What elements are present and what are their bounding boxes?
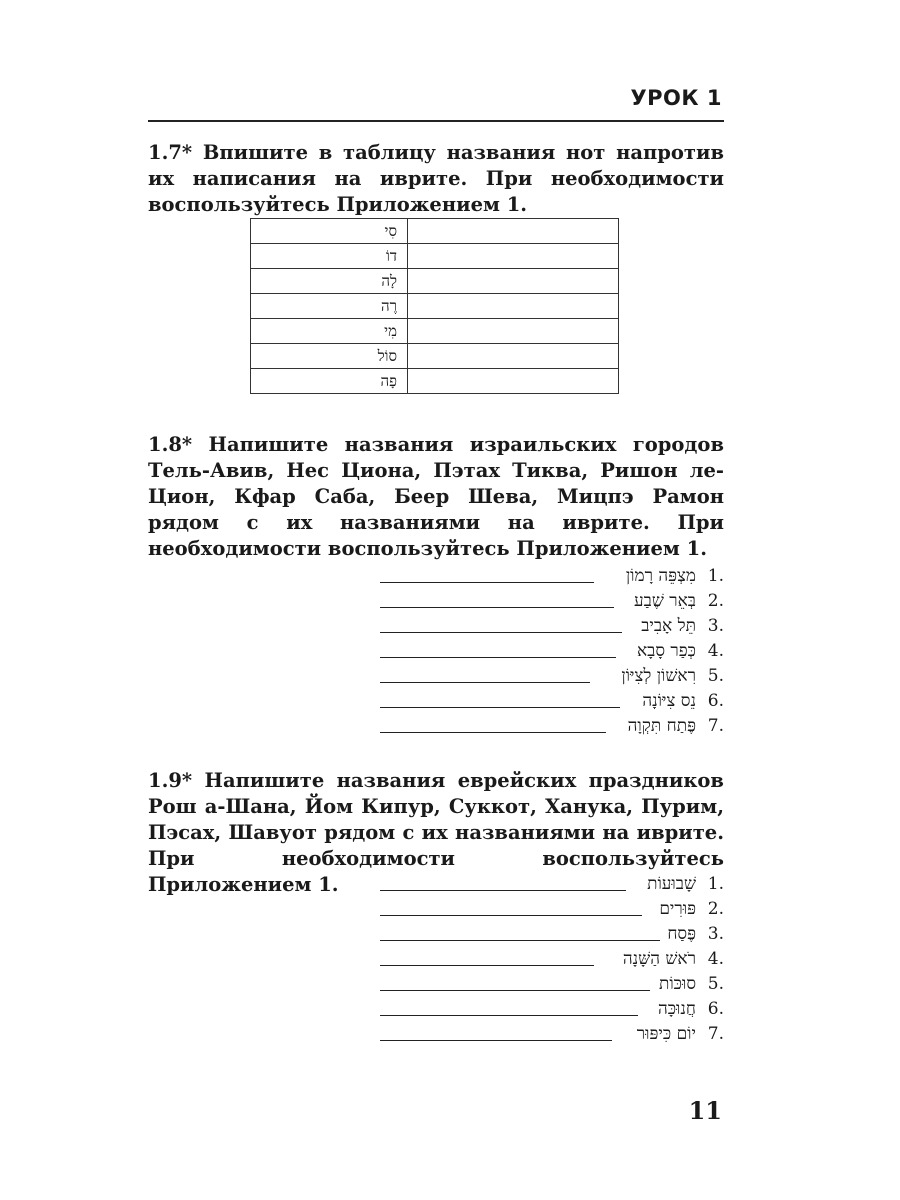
lesson-header: УРОК 1 (630, 86, 722, 110)
header-divider (148, 120, 724, 122)
note-row (251, 219, 619, 244)
note-hebrew: לָה (251, 269, 408, 294)
answer-blank-line[interactable] (380, 940, 660, 941)
note-answer-cell[interactable] (408, 294, 619, 319)
item-number: 1. (707, 566, 724, 586)
answer-blank-line[interactable] (380, 915, 642, 916)
hebrew-name: חֲנוּכָּה (657, 999, 696, 1019)
note-row (251, 319, 619, 344)
task-text: Напишите названия израильских городов Тель-Авив, Нес Циона, Пэтах Тиква, Ришон ле-Цион, Кфар Саба, Беер Шева, Мицпэ Рамон рядом с их названиями на иврите. При необходимости воспользуйтесь Приложением 1. (148, 433, 724, 560)
note-hebrew: מִי (251, 319, 408, 344)
note-row (251, 294, 619, 319)
cities-answer-list (380, 563, 726, 738)
answer-blank-line[interactable] (380, 682, 590, 683)
task-text: Напишите названия еврейских праздников Рош а-Шана, Йом Кипур, Суккот, Ханука, Пурим, Пэсах, Шавуот рядом с их названиями на иврите. При необходимости воспользуйтесь Приложением 1. (148, 769, 724, 896)
answer-blank-line[interactable] (380, 657, 616, 658)
note-hebrew: סִי (251, 219, 408, 244)
answer-blank-line[interactable] (380, 582, 594, 583)
answer-row (380, 946, 726, 971)
note-row (251, 344, 619, 369)
note-row (251, 269, 619, 294)
hebrew-name: יוֹם כִּיפּוּר (636, 1024, 696, 1044)
answer-row (380, 1021, 726, 1046)
hebrew-name: נֵס צִיּוֹנָה (642, 691, 696, 711)
item-number: 2. (707, 899, 724, 919)
answer-row (380, 921, 726, 946)
answer-row (380, 688, 726, 713)
answer-row (380, 996, 726, 1021)
notes-table (250, 218, 619, 394)
page-number: 11 (688, 1096, 722, 1125)
answer-blank-line[interactable] (380, 890, 626, 891)
note-answer-cell[interactable] (408, 319, 619, 344)
hebrew-name: רֹאשׁ הַשָּׁנָה (622, 949, 696, 969)
note-hebrew: רֶה (251, 294, 408, 319)
answer-blank-line[interactable] (380, 632, 622, 633)
task-text: Впишите в таблицу названия нот напротив их написания на иврите. При необходимости воспользуйтесь Приложением 1. (148, 141, 724, 216)
note-answer-cell[interactable] (408, 219, 619, 244)
hebrew-name: מִצְפֵּה רָמוֹן (625, 566, 696, 586)
answer-row (380, 663, 726, 688)
item-number: 4. (707, 949, 724, 969)
note-hebrew: דוֹ (251, 244, 408, 269)
item-number: 7. (707, 716, 724, 736)
hebrew-name: פּוּרִים (659, 899, 696, 919)
answer-blank-line[interactable] (380, 1040, 612, 1041)
hebrew-name: רִאשׁוֹן לְצִיּוֹן (621, 666, 696, 686)
hebrew-name: תֵּל אָבִיב (641, 616, 696, 636)
note-hebrew: סוֹל (251, 344, 408, 369)
hebrew-name: שָׁבוּעוֹת (647, 874, 696, 894)
note-answer-cell[interactable] (408, 269, 619, 294)
answer-row (380, 971, 726, 996)
answer-row (380, 613, 726, 638)
item-number: 7. (707, 1024, 724, 1044)
answer-row (380, 896, 726, 921)
answer-row (380, 713, 726, 738)
holidays-answer-list (380, 871, 726, 1046)
hebrew-name: פֶּתַח תִּקְוָה (627, 716, 696, 736)
task-number: 1.9* (148, 769, 193, 792)
item-number: 3. (707, 616, 724, 636)
item-number: 2. (707, 591, 724, 611)
answer-row (380, 638, 726, 663)
note-answer-cell[interactable] (408, 344, 619, 369)
answer-blank-line[interactable] (380, 990, 650, 991)
answer-row (380, 871, 726, 896)
task-1-8-instructions (148, 432, 724, 562)
item-number: 1. (707, 874, 724, 894)
answer-blank-line[interactable] (380, 965, 594, 966)
hebrew-name: פֶּסַח (667, 924, 696, 944)
task-1-7-instructions (148, 140, 724, 218)
hebrew-name: סוּכּוֹת (658, 974, 696, 994)
item-number: 5. (707, 666, 724, 686)
answer-blank-line[interactable] (380, 607, 614, 608)
item-number: 3. (707, 924, 724, 944)
task-number: 1.8* (148, 433, 193, 456)
note-row (251, 369, 619, 394)
note-answer-cell[interactable] (408, 369, 619, 394)
note-hebrew: פָה (251, 369, 408, 394)
hebrew-name: בְּאֵר שֶׁבַע (634, 591, 696, 611)
item-number: 4. (707, 641, 724, 661)
answer-row (380, 588, 726, 613)
answer-blank-line[interactable] (380, 1015, 638, 1016)
item-number: 6. (707, 691, 724, 711)
item-number: 5. (707, 974, 724, 994)
note-row (251, 244, 619, 269)
hebrew-name: כְּפַר סָבָא (636, 641, 696, 661)
item-number: 6. (707, 999, 724, 1019)
answer-blank-line[interactable] (380, 707, 620, 708)
task-number: 1.7* (148, 141, 193, 164)
answer-row (380, 563, 726, 588)
answer-blank-line[interactable] (380, 732, 606, 733)
note-answer-cell[interactable] (408, 244, 619, 269)
